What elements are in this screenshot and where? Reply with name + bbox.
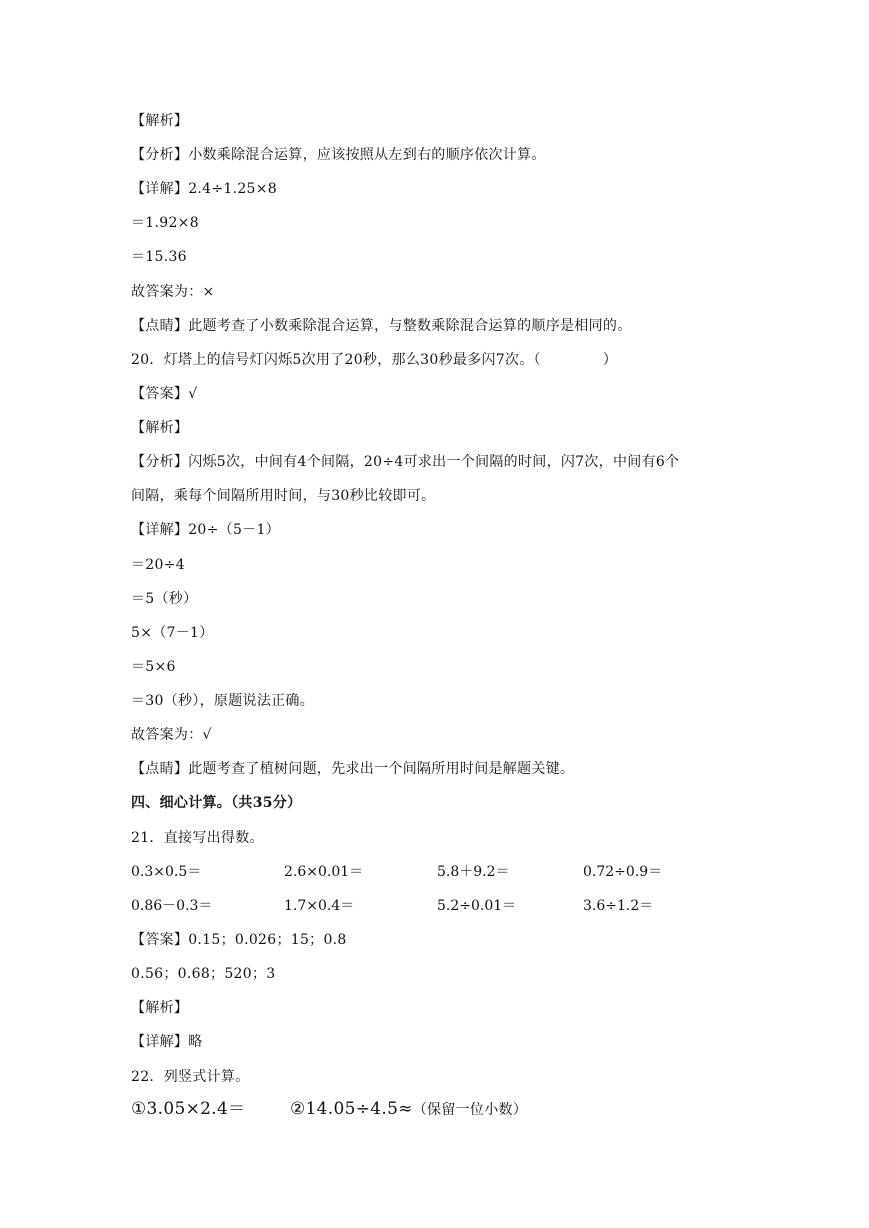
- question-22-item-2: [290, 1099, 527, 1120]
- question-20-bracket-close: ）: [602, 352, 618, 368]
- question-22-title: 22．列竖式计算。: [131, 1069, 250, 1085]
- question-20: [131, 350, 617, 370]
- analysis-heading: 【解析】: [131, 1000, 189, 1016]
- answer-line-continued: 0.56；0.68；520；3: [131, 966, 276, 982]
- answer-line: 【答案】√: [131, 386, 198, 402]
- remark-text: 【点睛】此题考查了小数乘除混合运算，与整数乘除混合运算的顺序是相同的。: [131, 318, 632, 334]
- calc-item: 0.72÷0.9＝: [583, 864, 663, 880]
- question-20-text: 20．灯塔上的信号灯闪烁5次用了20秒，那么30秒最多闪7次。（: [131, 352, 541, 368]
- calc-item: 3.6÷1.2＝: [583, 898, 654, 914]
- remark-text: 【点睛】此题考查了植树问题，先求出一个间隔所用时间是解题关键。: [131, 761, 575, 777]
- analysis-heading: 【解析】: [131, 113, 189, 129]
- calc-item: 1.7×0.4＝: [284, 898, 355, 914]
- analysis-text: 【分析】小数乘除混合运算，应该按照从左到右的顺序依次计算。: [131, 147, 546, 163]
- analysis-text-continued: 间隔，乘每个间隔所用时间，与30秒比较即可。: [131, 488, 436, 504]
- answer-line: 故答案为：√: [131, 727, 212, 743]
- question-22-item-2-note: （保留一位小数）: [412, 1102, 528, 1118]
- calc-step: ＝5（秒）: [131, 591, 198, 607]
- calc-step: ＝5×6: [131, 659, 176, 675]
- calc-step: ＝20÷4: [131, 557, 185, 573]
- calc-step: ＝30（秒），原题说法正确。: [131, 693, 315, 709]
- calc-item: 5.8＋9.2＝: [437, 864, 510, 880]
- calc-item: 0.86－0.3＝: [131, 898, 213, 914]
- question-22-item-1: ①3.05×2.4＝: [131, 1099, 246, 1119]
- calc-step: ＝15.36: [131, 249, 187, 265]
- calc-item: 0.3×0.5＝: [131, 864, 202, 880]
- section-heading: 四、细心计算。（共35分）: [131, 795, 302, 811]
- detail-text: 【详解】2.4÷1.25×8: [131, 181, 278, 197]
- question-21-title: 21．直接写出得数。: [131, 830, 264, 846]
- calc-step: ＝1.92×8: [131, 215, 199, 231]
- detail-text: 【详解】20÷（5－1）: [131, 522, 280, 538]
- calc-step: 5×（7－1）: [131, 625, 214, 641]
- question-22-item-2-expr: ②14.05÷4.5≈: [290, 1099, 413, 1119]
- calc-item: 5.2÷0.01＝: [437, 898, 517, 914]
- detail-text: 【详解】略: [131, 1034, 203, 1050]
- calc-item: 2.6×0.01＝: [284, 864, 364, 880]
- answer-line: 【答案】0.15；0.026；15；0.8: [131, 932, 347, 948]
- answer-line: 故答案为：×: [131, 284, 215, 300]
- analysis-heading: 【解析】: [131, 420, 189, 436]
- analysis-text: 【分析】闪烁5次，中间有4个间隔，20÷4可求出一个间隔的时间，闪7次，中间有6个: [131, 454, 680, 470]
